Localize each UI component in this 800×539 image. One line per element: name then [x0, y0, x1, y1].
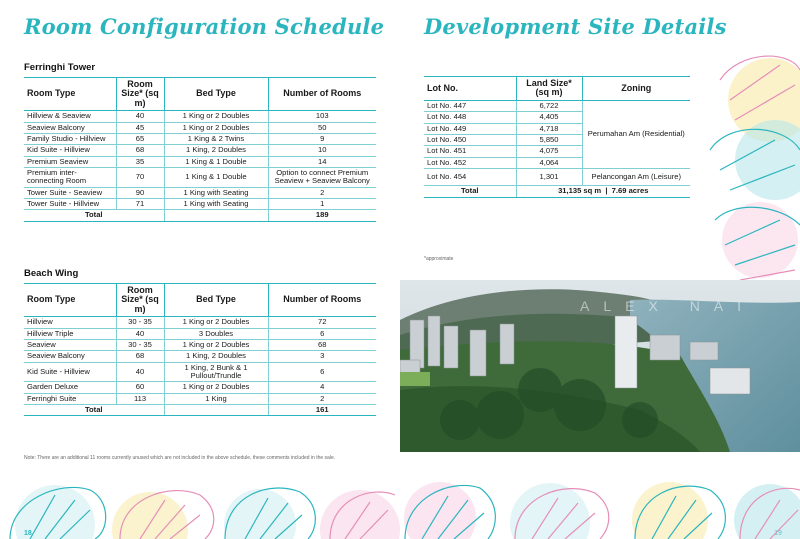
table-row [24, 340, 376, 351]
table-cell: 103 [268, 111, 376, 122]
land-size: 4,718 [516, 123, 582, 134]
land-size: 1,301 [516, 168, 582, 185]
table-cell: 40 [116, 328, 164, 339]
total-value: 189 [268, 210, 376, 221]
table-cell: Kid Suite - Hillview [24, 145, 116, 156]
table-cell: 68 [116, 145, 164, 156]
watermark: ALEX NAI [580, 298, 756, 314]
table-row [24, 111, 376, 122]
table-cell: 68 [116, 351, 164, 362]
table-cell: Hillview & Seaview [24, 111, 116, 122]
table-row [24, 199, 376, 210]
table-cell: 50 [268, 122, 376, 133]
table-cell: 68 [268, 340, 376, 351]
aerial-site-photo [400, 280, 800, 452]
table-cell: 30 - 35 [116, 340, 164, 351]
table-cell: 1 King & 1 Double [164, 156, 268, 167]
table-row [424, 168, 690, 185]
total-label: Total [24, 405, 164, 416]
empty-cell [164, 210, 268, 221]
monstera-leaf-decoration-icon [0, 470, 400, 539]
table-cell: 9 [268, 134, 376, 145]
table-cell: 1 King, 2 Doubles [164, 351, 268, 362]
table-row [24, 317, 376, 328]
column-header: Room Type [24, 284, 116, 317]
table-cell: Premium Seaview [24, 156, 116, 167]
table-cell: 45 [116, 122, 164, 133]
table-cell: 1 [268, 199, 376, 210]
table-cell: Hillview Triple [24, 328, 116, 339]
table-cell: 2 [268, 393, 376, 404]
table-cell: 1 King with Seating [164, 187, 268, 198]
lot-number: Lot No. 450 [424, 134, 516, 145]
table-row [24, 122, 376, 133]
table-cell: Seaview Balcony [24, 122, 116, 133]
table-row [24, 168, 376, 188]
zoning-leisure: Pelancongan Am (Leisure) [582, 168, 690, 185]
lot-number: Lot No. 454 [424, 168, 516, 185]
land-size: 4,075 [516, 146, 582, 157]
table-cell: Garden Deluxe [24, 382, 116, 393]
table-cell: Seaview [24, 340, 116, 351]
total-value: 161 [268, 405, 376, 416]
table-cell: 3 [268, 351, 376, 362]
table-cell: 1 King or 2 Doubles [164, 317, 268, 328]
site-details-table [424, 76, 690, 198]
monstera-leaf-decoration-icon [400, 458, 800, 539]
column-header: Bed Type [164, 78, 268, 111]
table-cell: 14 [268, 156, 376, 167]
table-row [24, 145, 376, 156]
column-header: Land Size* (sq m) [516, 77, 582, 101]
footnote: Note: There are an additional 11 rooms currently unused which are not included in the above schedule, these comments included in the sale. [24, 455, 336, 461]
column-header: Bed Type [164, 284, 268, 317]
table-cell: Hillview [24, 317, 116, 328]
table-cell: 35 [116, 156, 164, 167]
lot-number: Lot No. 452 [424, 157, 516, 168]
table-cell: 1 King, 2 Bunk & 1 Pullout/Trundle [164, 362, 268, 382]
table-cell: Premium inter-connecting Room [24, 168, 116, 188]
table-cell: Seaview Balcony [24, 351, 116, 362]
lot-number: Lot No. 447 [424, 100, 516, 111]
beach-wing-title: Beach Wing [24, 268, 79, 279]
total-row [424, 186, 690, 197]
column-header: Room Size* (sq m) [116, 284, 164, 317]
table-row [24, 351, 376, 362]
table-cell: 40 [116, 362, 164, 382]
table-cell: 2 [268, 187, 376, 198]
table-cell: 4 [268, 382, 376, 393]
ferringhi-tower-table [24, 77, 376, 222]
table-cell: 1 King or 2 Doubles [164, 382, 268, 393]
table-cell: 10 [268, 145, 376, 156]
column-header: Zoning [582, 77, 690, 101]
ferringhi-tower-title: Ferringhi Tower [24, 62, 96, 73]
beach-wing-table [24, 283, 376, 416]
total-row [24, 405, 376, 416]
land-size: 4,405 [516, 112, 582, 123]
table-cell: Tower Suite - Seaview [24, 187, 116, 198]
table-cell: 72 [268, 317, 376, 328]
table-cell: 6 [268, 362, 376, 382]
table-cell: Option to connect Premium Seaview + Seaview Balcony [268, 168, 376, 188]
table-cell: 40 [116, 111, 164, 122]
right-page [400, 0, 800, 539]
table-row [24, 328, 376, 339]
total-label: Total [424, 186, 516, 197]
lot-number: Lot No. 449 [424, 123, 516, 134]
column-header: Number of Rooms [268, 284, 376, 317]
table-cell: Tower Suite - Hillview [24, 199, 116, 210]
site-details-heading: Development Site Details [424, 14, 727, 39]
table-row [24, 382, 376, 393]
column-header: Room Type [24, 78, 116, 111]
table-cell: 1 King & 1 Double [164, 168, 268, 188]
table-cell: 1 King, 2 Doubles [164, 145, 268, 156]
table-cell: 65 [116, 134, 164, 145]
table-cell: 1 King with Seating [164, 199, 268, 210]
monstera-leaf-decoration-icon [700, 40, 800, 300]
table-cell: 113 [116, 393, 164, 404]
table-cell: 70 [116, 168, 164, 188]
table-cell: 1 King or 2 Doubles [164, 340, 268, 351]
column-header: Lot No. [424, 77, 516, 101]
column-header: Room Size* (sq m) [116, 78, 164, 111]
table-row [24, 134, 376, 145]
table-row [24, 187, 376, 198]
table-row [424, 100, 690, 111]
table-row [24, 393, 376, 404]
lot-number: Lot No. 448 [424, 112, 516, 123]
table-cell: Family Studio - Hillview [24, 134, 116, 145]
table-cell: 1 King [164, 393, 268, 404]
page-number: 18 [24, 530, 32, 537]
column-header: Number of Rooms [268, 78, 376, 111]
table-cell: Kid Suite - Hillview [24, 362, 116, 382]
table-cell: 1 King or 2 Doubles [164, 122, 268, 133]
land-size: 6,722 [516, 100, 582, 111]
land-size: 5,850 [516, 134, 582, 145]
table-row [24, 362, 376, 382]
table-cell: 3 Doubles [164, 328, 268, 339]
zoning-residential: Perumahan Am (Residential) [582, 100, 690, 168]
table-cell: 30 - 35 [116, 317, 164, 328]
table-cell: 1 King & 2 Twins [164, 134, 268, 145]
room-schedule-heading: Room Configuration Schedule [24, 14, 385, 39]
table-cell: 6 [268, 328, 376, 339]
empty-cell [164, 405, 268, 416]
table-cell: 60 [116, 382, 164, 393]
table-cell: 71 [116, 199, 164, 210]
table-row [24, 156, 376, 167]
total-label: Total [24, 210, 164, 221]
approximate-note: *approximate [424, 256, 454, 262]
table-cell: 1 King or 2 Doubles [164, 111, 268, 122]
lot-number: Lot No. 451 [424, 146, 516, 157]
table-cell: 90 [116, 187, 164, 198]
land-size: 4,064 [516, 157, 582, 168]
total-row [24, 210, 376, 221]
table-cell: Ferringhi Suite [24, 393, 116, 404]
total-value: 31,135 sq m | 7.69 acres [516, 186, 690, 197]
